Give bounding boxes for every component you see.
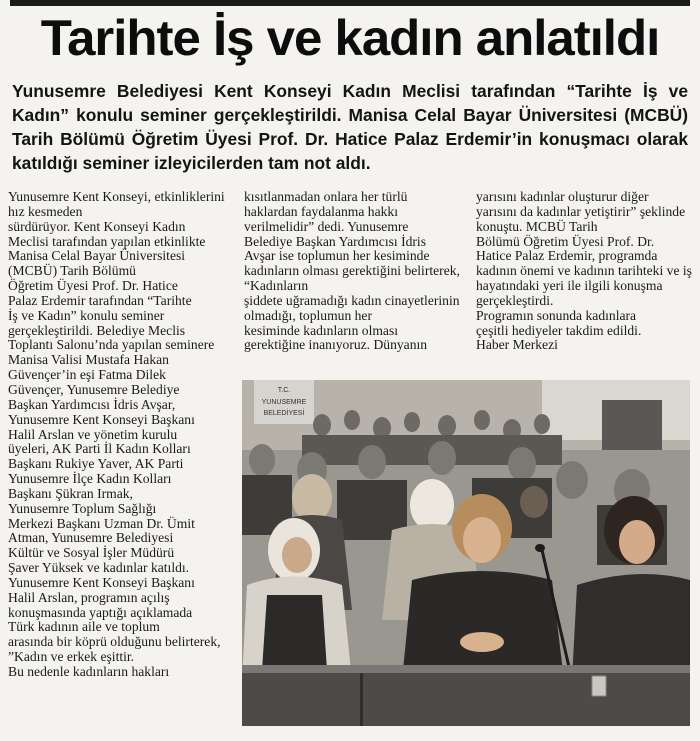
column-text: yarısını kadınlar oluşturur diğer yarısını da kadınlar yetiştirir” şeklinde konuştu. MCBÜ Tarih Bölümü Öğretim Üyesi Prof. Dr. Hatice Palaz Erdemir, programda kadının önemi ve kadının tarihteki ve iş hayatındaki yeri ile ilgili konuşma gerçekleştirdi. Programın sonunda kadınlara çeşitli hediyeler takdim edildi. Haber Merkezi [476,189,692,353]
article-column-2 [244,190,470,353]
headline: Tarihte İş ve kadın anlatıldı [40,10,660,66]
article-column-3 [476,190,694,353]
sign-line-1: T.C. [277,387,291,394]
lede-paragraph: Yunusemre Belediyesi Kent Konseyi Kadın Meclisi tarafından “Tarihte İş ve Kadın” konulu seminer gerçekleştirildi. Manisa Celal Bayar Üniversitesi (MCBÜ) Tarih Bölümü Öğretim Üyesi Prof. Dr. Hatice Palaz Erdemir’in konuşmacı olarak katıldığı seminer izleyicilerden tam not aldı. [12,81,688,173]
sign-line-3: BELEDİYESİ [263,410,305,417]
audience-photo-illustration [242,380,690,726]
column-text: kısıtlanmadan onlara her türlü haklardan faydalanma hakkı verilmelidir” dedi. Yunusemre Belediye Başkan Yardımcısı İdris Avşar ise toplumun her kesiminde kadınların olması gerektiğini belirterek, “Kadınların şiddete uğramadığı kadın cinayetlerinin olmadığı, toplumun her kesiminde kadınların olması gerektiğine inanıyoruz. Dünyanın [244,189,460,353]
seminar-photo [242,380,690,726]
article-column-1 [8,190,236,680]
sign-line-2: YUNUSEMRE [261,399,307,406]
column-text: Yunusemre Kent Konseyi, etkinliklerini hız kesmeden sürdürüyor. Kent Konseyi Kadın Meclisi tarafından yapılan etkinlikte Manisa Celal Bayar Üniversitesi (MCBÜ) Tarih Bölümü Öğretim Üyesi Prof. Dr. Hatice Palaz Erdemir tarafından “Tarihte İş ve Kadın” konulu seminer gerçekleştirildi. Belediye Meclis Toplantı Salonu’nda yapılan seminere Manisa Valisi Mustafa Hakan Güvençer’in eşi Fatma Dilek Güvençer, Yunusemre Belediye Başkan Yardımcısı İdris Avşar, Yunusemre Kent Konseyi Başkanı Halil Arslan ve yönetim kurulu üyeleri, AK Parti İl Kadın Kolları Başkanı Rukiye Yaver, AK Parti Yunusemre İlçe Kadın Kolları Başkanı Şükran Irmak, Yunusemre Toplum Sağlığı Merkezi Başkanı Uzman Dr. Ümit Atman, Yunusemre Belediyesi Kültür ve Sosyal İşler Müdürü Şaver Yüksek ve kadınlar katıldı. Yunusemre Kent Konseyi Başkanı Halil Arslan, programın açılış konuşmasında yaptığı açıklamada Türk kadının aile ve toplum arasında bir köprü olduğunu belirterek, ”Kadın ve erkek eşittir. Bu nedenle kadınların hakları [8,189,225,679]
top-rule [10,0,690,6]
